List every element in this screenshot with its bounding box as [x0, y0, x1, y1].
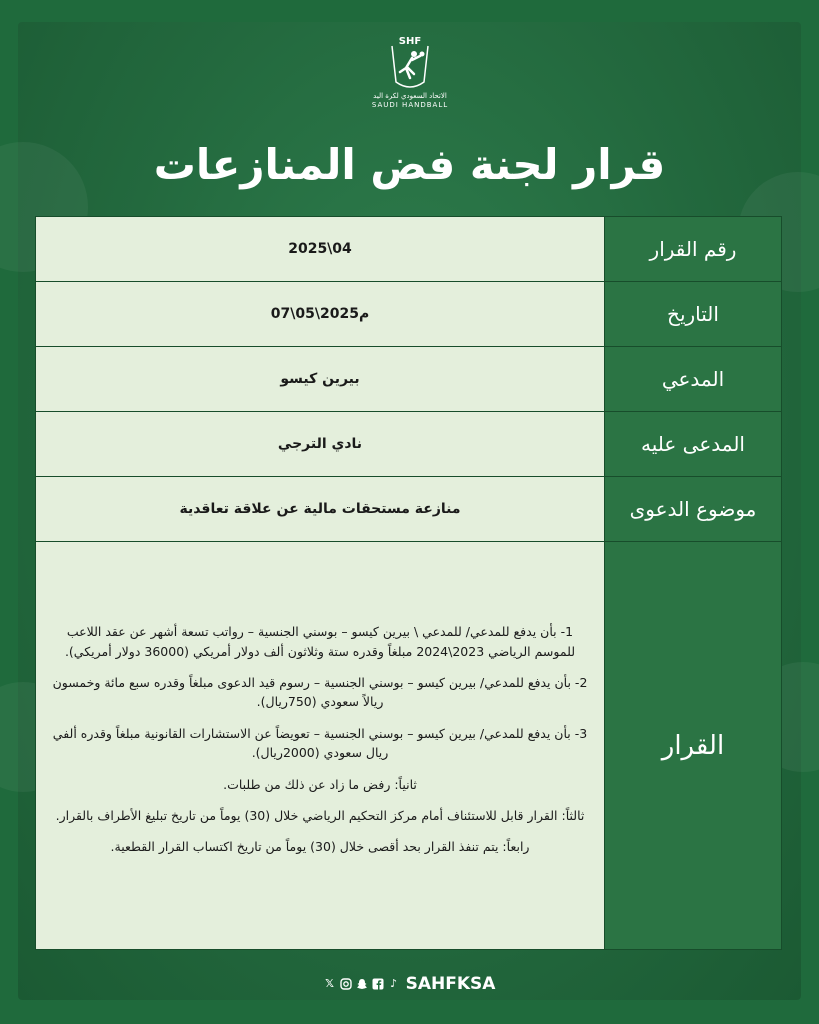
x-icon[interactable]: 𝕏 [325, 977, 335, 990]
row-label: رقم القرار [605, 217, 782, 282]
page-title: قرار لجنة فض المنازعات [153, 140, 666, 189]
decision-text [36, 542, 605, 950]
row-label: التاريخ [605, 282, 782, 347]
decision-table [35, 216, 782, 950]
logo-abbr: SHF [398, 36, 422, 47]
table-row [36, 542, 782, 950]
decision-paragraph: ثانياً: رفض ما زاد عن ذلك من طلبات. [223, 776, 417, 792]
row-label: المدعى عليه [605, 412, 782, 477]
snapchat-icon[interactable] [356, 978, 368, 990]
decision-paragraph: ثالثاً: القرار قابل للاستئناف أمام مركز التحكيم الرياضي خلال (30) يوماً من تاريخ تبليغ الأطراف بالقرار. [55, 807, 585, 823]
table-row [36, 347, 782, 412]
row-label: المدعي [605, 347, 782, 412]
decision-paragraph: 2- بأن يدفع للمدعي/ بيرين كيسو – بوسني الجنسية – رسوم قيد الدعوى مبلغاً وقدره سبع مائة وخمسون ريالاً سعودي (750ريال). [52, 675, 588, 710]
social-icons [324, 978, 400, 990]
table-row [36, 412, 782, 477]
tiktok-icon[interactable]: ♪ [390, 977, 398, 990]
table-row [36, 282, 782, 347]
decision-paragraph: رابعاً: يتم تنفذ القرار بحد أقصى خلال (30) يوماً من تاريخ اكتساب القرار القطعية. [110, 839, 530, 855]
facebook-icon[interactable] [372, 978, 384, 990]
row-value: منازعة مستحقات مالية عن علاقة تعاقدية [36, 477, 605, 542]
social-handle[interactable]: SAHFKSA [405, 974, 496, 994]
row-label: موضوع الدعوى [605, 477, 782, 542]
row-value: 07\05\2025م [36, 282, 605, 347]
social-footer [0, 974, 819, 994]
row-value: نادي الترجي [36, 412, 605, 477]
logo-english-name: SAUDI HANDBALL [371, 101, 449, 109]
decision-paragraph: 3- بأن يدفع للمدعي/ بيرين كيسو – بوسني الجنسية – تعويضاً عن الاستشارات القانونية مبلغاً وقدره ألفي ريال سعودي (2000ريال). [52, 725, 588, 761]
instagram-icon[interactable] [340, 978, 352, 990]
handball-player-icon [388, 34, 432, 92]
federation-logo [372, 34, 448, 126]
logo-arabic-name: الاتحاد السعودي لكرة اليد [373, 92, 447, 100]
table-row [36, 217, 782, 282]
row-value: 2025\04 [36, 217, 605, 282]
row-value: بيرين كيسو [36, 347, 605, 412]
decision-paragraph: 1- بأن يدفع للمدعي/ للمدعي \ بيرين كيسو – بوسني الجنسية – رواتب تسعة أشهر عن عقد اللاعب للموسم الرياضي 2023\2024 مبلغاً وقدره ستة وثلاثون ألف دولار أمريكي (36000 دولار أمريكي). [64, 624, 576, 659]
table-row [36, 477, 782, 542]
decision-label: القرار [605, 542, 782, 950]
